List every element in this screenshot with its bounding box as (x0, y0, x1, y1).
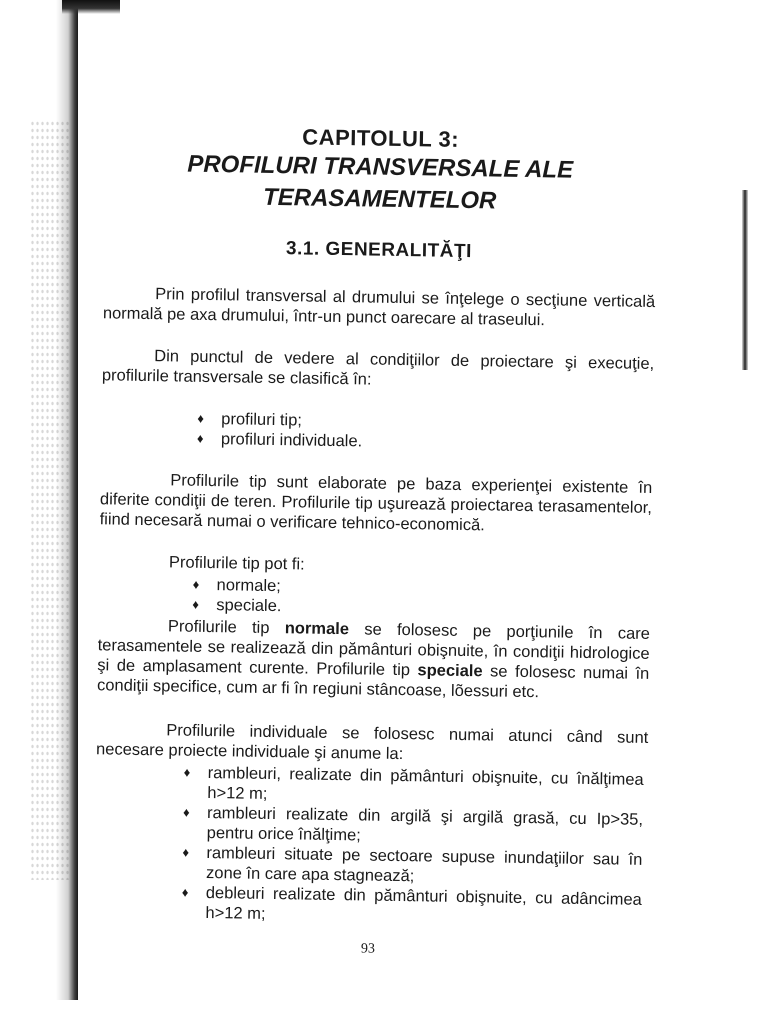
list-item: ♦ normale; (192, 576, 281, 596)
diamond-bullet-icon: ♦ (197, 410, 205, 426)
paragraph-6: Profilurile individuale se folosesc numai atunci când sunt necesare proiecte individuale şi anume la: (95, 721, 649, 764)
diamond-bullet-icon: ♦ (182, 844, 190, 860)
diamond-bullet-icon: ♦ (192, 596, 200, 612)
chapter-title-line1: PROFILURI TRANSVERSALE ALE (187, 150, 574, 184)
profile-types-list (197, 409, 363, 452)
list-item: ♦ rambleuri realizate din argilă şi argilă grasă, cu Ip>35, pentru orice înălţime; (182, 804, 644, 845)
page-number: 93 (360, 941, 376, 957)
chapter-label: CAPITOLUL 3: (302, 124, 460, 152)
list-item: ♦ rambleuri, realizate din pământuri obişnuite, cu înălţimea h>12 m; (183, 764, 644, 803)
paragraph-2: Din punctul de vedere al condiţiilor de proiectare şi execuţie, profilurile transversale se clasifică în: (101, 347, 655, 389)
chapter-title (154, 148, 605, 219)
list-item: ♦ debleuri realizate din pământuri obişnuite, cu adâncimea h>12 m; (181, 883, 642, 923)
chapter-title-line2: TERASAMENTELOR (262, 183, 497, 215)
list-item: ♦ rambleuri situate pe sectoare supuse inundaţiilor sau în zone în care apa stagnează; (182, 844, 643, 886)
emphasis-speciale: speciale (417, 661, 483, 681)
paragraph-3: Profilurile tip sunt elaborate pe baza experienţei existente în diferite condiţii de teren. Profilurile tip uşurează proiectarea terasamentelor, fiind necesară numai o verificare tehnico-economică. (99, 471, 653, 535)
diamond-bullet-icon: ♦ (183, 764, 191, 780)
tip-kinds-list (192, 575, 282, 616)
paragraph-5: Profilurile tip normale se folosesc pe porţiunile în care terasamentele se realizează din pământuri obişnuite, în condiţii hidrologice şi de amplasament curente. Profilurile tip speciale se folosesc numai în condiţii specifice, cum ar fi în regiuni stâncoase, lõessuri etc. (96, 617, 651, 702)
paragraph-4: Profilurile tip pot fi: (168, 553, 305, 574)
individual-cases-list (181, 763, 643, 930)
paragraph-1: Prin profilul transversal al drumului se înţelege o secţiune verticală normală pe axa drumului, într-un punct oarecare al traseului. (102, 285, 656, 330)
list-item: ♦ profiluri individuale. (196, 430, 363, 451)
diamond-bullet-icon: ♦ (181, 884, 189, 900)
list-item: ♦ speciale. (192, 596, 282, 616)
diamond-bullet-icon: ♦ (192, 576, 200, 592)
diamond-bullet-icon: ♦ (196, 430, 204, 446)
diamond-bullet-icon: ♦ (182, 804, 190, 820)
section-heading: 3.1. GENERALITĂŢI (285, 238, 472, 263)
emphasis-normale: normale (284, 619, 350, 639)
list-item: ♦ profiluri tip; (197, 410, 303, 430)
